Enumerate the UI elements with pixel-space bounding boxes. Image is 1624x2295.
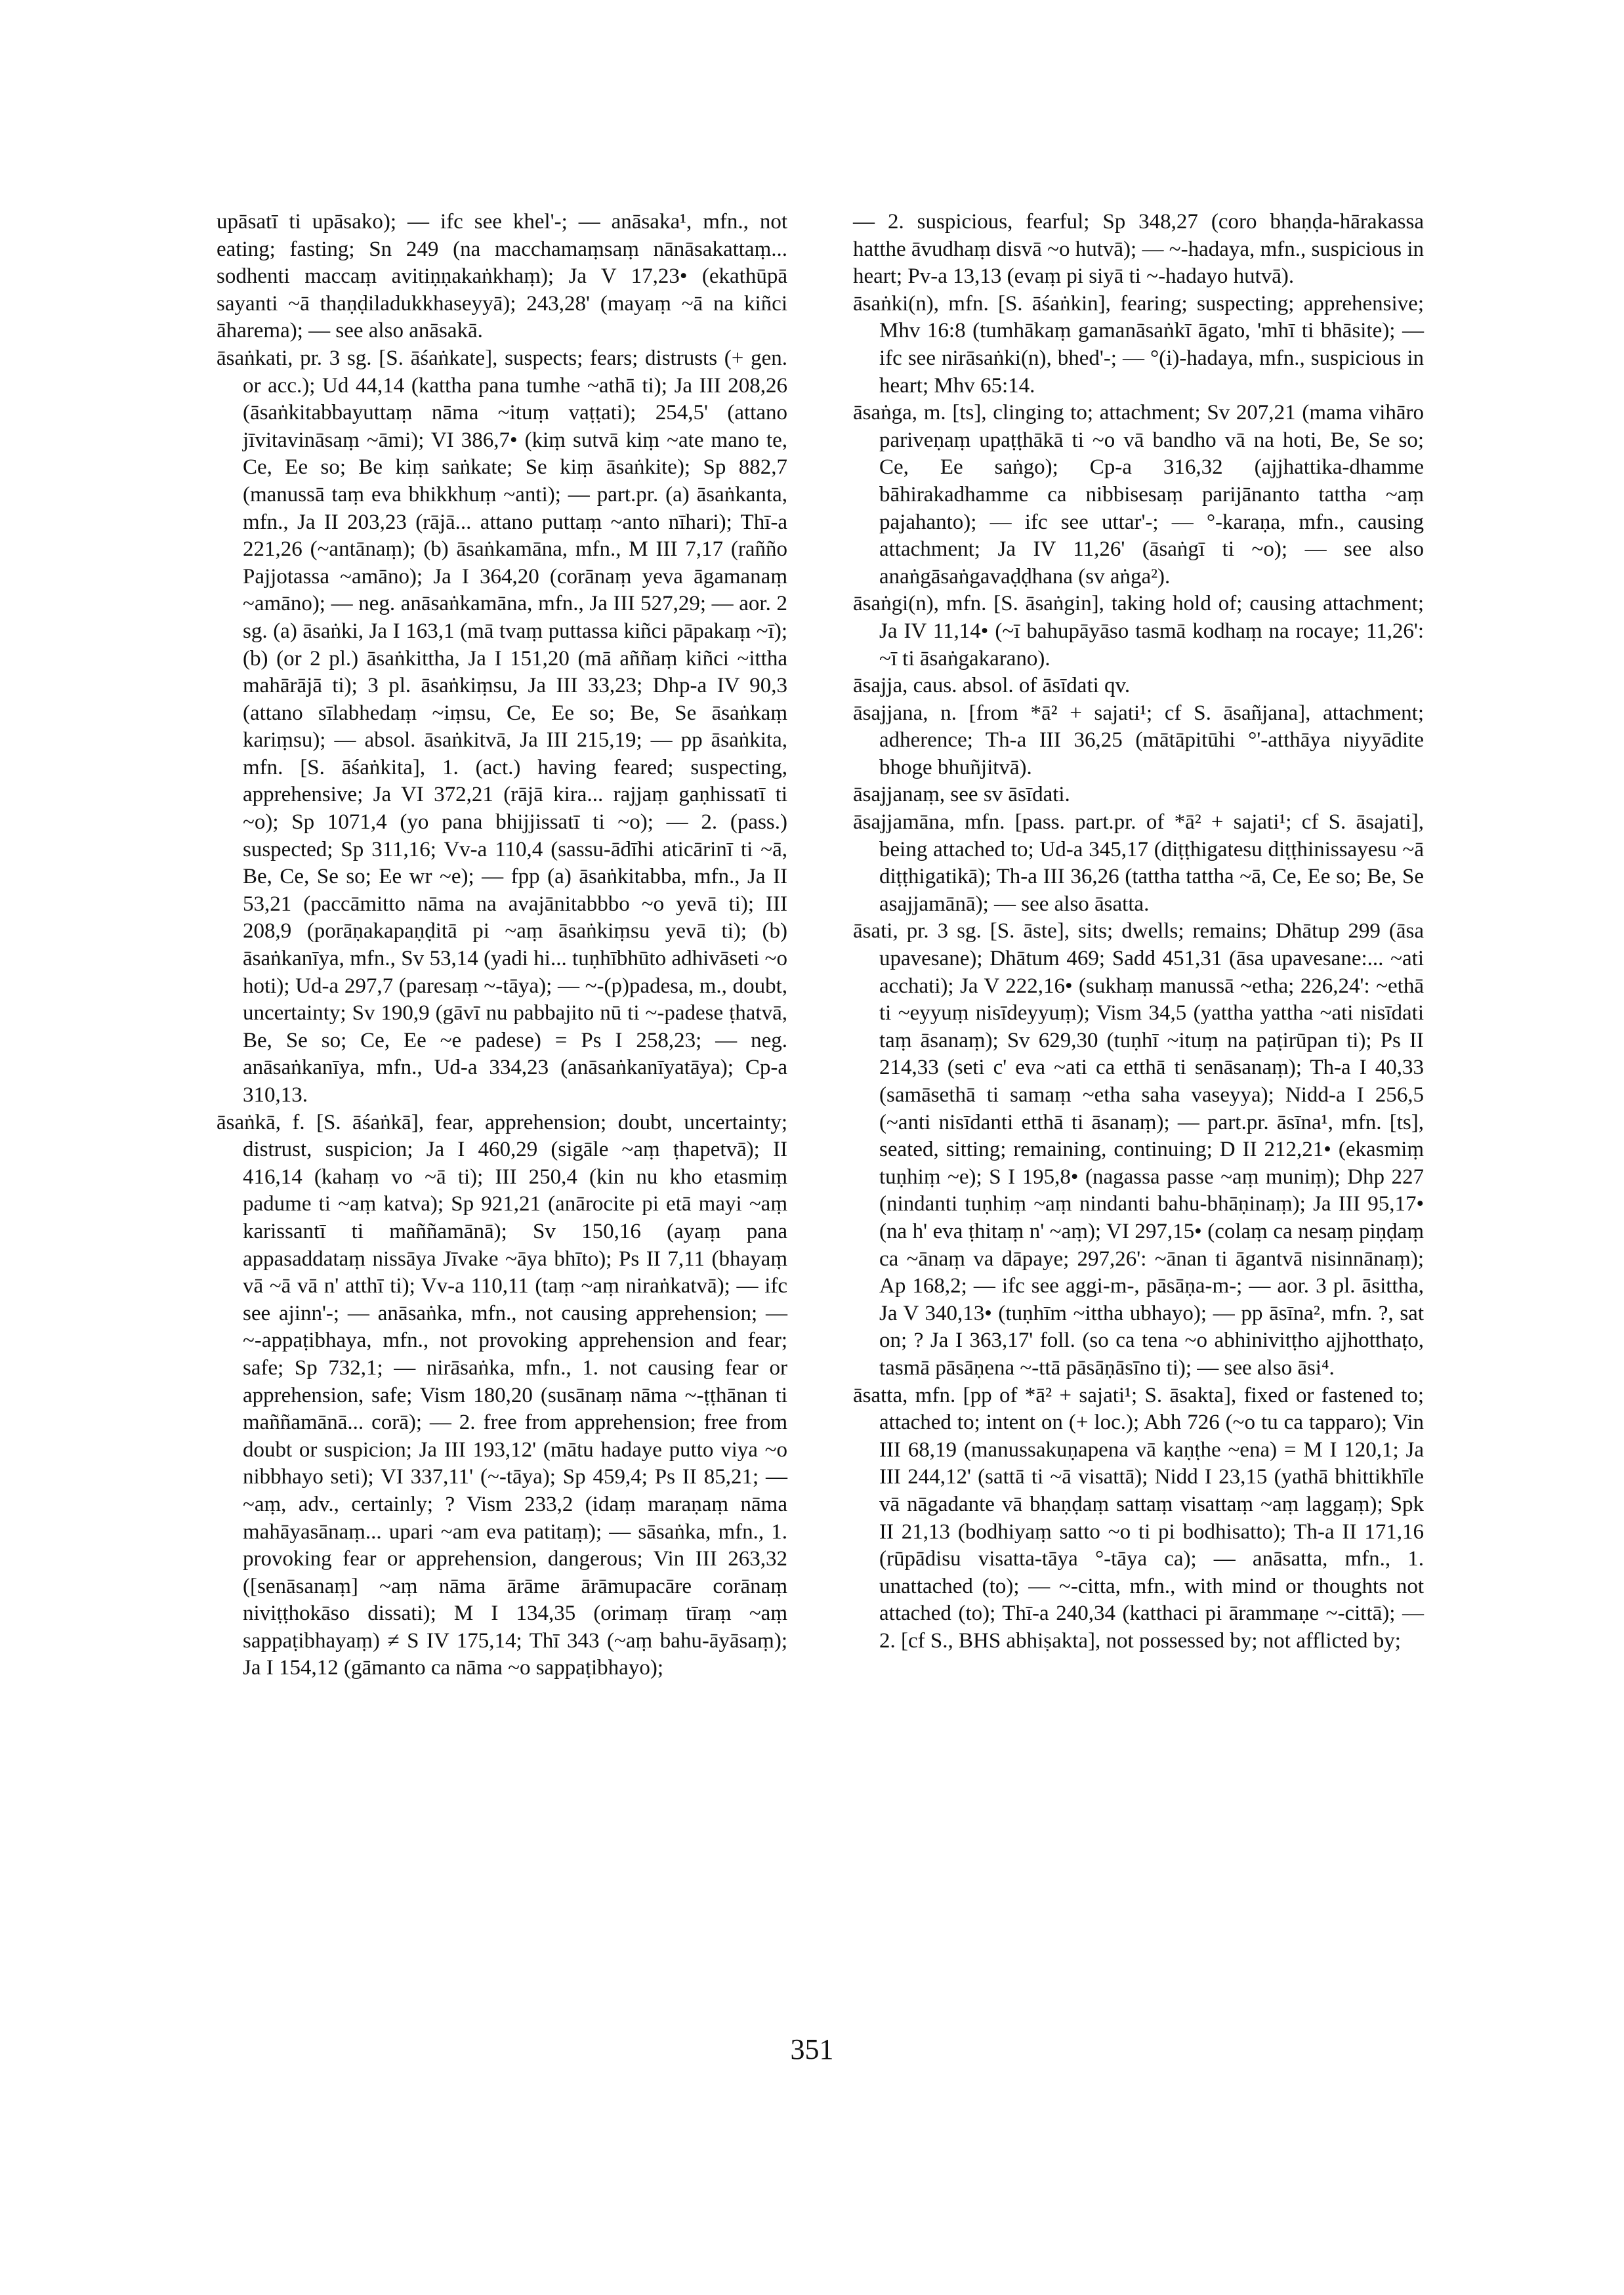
right-continuation: — 2. suspicious, fearful; Sp 348,27 (coro bhaṇḍa-hārakassa hatthe āvudhaṃ disvā ~o hutvā); — ~-hadaya, mfn., suspicious in heart; Pv-a 13,13 (evaṃ pi siyā ti ~-hadayo hutvā). (853, 210, 1424, 289)
entry-asajjana: āsajjana, n. [from *ā² + sajati¹; cf S. āsañjana], attachment; adherence; Th-a III 36,25 (mātāpitūhi °'-atthāya niyyādite bhoge bhuñjitvā). (853, 701, 1424, 779)
left-column (217, 209, 787, 1682)
entry-asajjanam: āsajjanaṃ, see sv āsīdati. (853, 783, 1070, 807)
entry-asati: āsati, pr. 3 sg. [S. āste], sits; dwells; remains; Dhātup 299 (āsa upavesane); Dhātum 469; Sadd 451,31 (āsa upavesane:... ~ati acchati); Ja V 222,16• (sukhaṃ manussā ~etha; 226,24': ~ethā ti ~eyyuṃ nisīdeyyuṃ); Vism 34,5 (yattha yattha ~ati nisīdati taṃ āsanaṃ); Sv 629,30 (tuṇhī ~ituṃ na paṭirūpan ti); Ps II 214,33 (seti c' eva ~ati ca etthā ti senāsanaṃ); Th-a I 40,33 (samāsethā ti samaṃ ~etha saha vaseyya); Nidd-a I 256,5 (~anti nisīdanti etthā ti āsanaṃ); — part.pr. āsīna¹, mfn. [ts], seated, sitting; remaining, continuing; D II 212,21• (ekasmiṃ tuṇhiṃ ~e); S I 195,8• (nagassa passe ~aṃ muniṃ); Dhp 227 (nindanti tuṇhiṃ ~aṃ nindanti bahu-bhāṇinaṃ); Ja III 95,17• (na h' eva ṭhitaṃ n' ~aṃ); VI 297,15• (colaṃ ca nesaṃ piṇḍaṃ ca ~ānaṃ va dāpaye; 297,26': ~ānan ti āgantvā nisinnānaṃ); Ap 168,2; — ifc see aggi-m-, pāsāṇa-m-; — aor. 3 pl. āsittha, Ja V 340,13• (tuṇhīm ~ittha ubhayo); — pp āsīna², mfn. ?, sat on; ? Ja I 363,17' foll. (so ca tena ~o abhinivitṭho ajjhotthaṭo, tasmā pāsāṇena ~-ttā pāsāṇāsīno ti); — see also āsi⁴. (853, 919, 1424, 1380)
right-column (853, 209, 1424, 1655)
left-continuation: upāsatī ti upāsako); — ifc see khel'-; — anāsaka¹, mfn., not eating; fasting; Sn 249 (na macchamaṃsaṃ nānāsakattaṃ... sodhenti maccaṃ avitiṇṇakaṅkhaṃ); Ja V 17,23• (ekathūpā sayanti ~ā thaṇḍiladukkhaseyyā); 243,28' (mayaṃ ~ā na kiñci āharema); — see also anāsakā. (217, 210, 787, 343)
entry-asajjamana: āsajjamāna, mfn. [pass. part.pr. of *ā² + sajati¹; cf S. āsajati], being attached to; Ud-a 345,17 (diṭṭhigatesu diṭṭhinissayesu ~ā diṭṭhigatikā); Th-a III 36,26 (tattha tattha ~ā, Ce, Ee so; Be, Se asajjamānā); — see also āsatta. (853, 810, 1424, 916)
page-number: 351 (790, 2033, 834, 2065)
entry-asajja: āsajja, caus. absol. of āsīdati qv. (853, 674, 1131, 698)
entry-asanka: āsaṅkā, f. [S. āśaṅkā], fear, apprehension; doubt, uncertainty; distrust, suspicion; Ja I 460,29 (sigāle ~aṃ ṭhapetvā); II 416,14 (kahaṃ vo ~ā ti); III 250,4 (kin nu kho etasmiṃ padume ti ~aṃ katva); Sp 921,21 (anārocite pi etā mayi ~aṃ karissantī ti maññamānā); Sv 150,16 (ayaṃ pana appasaddataṃ nissāya Jīvake ~āya bhīto); Ps II 7,11 (bhayaṃ vā ~ā vā n' atthī ti); Vv-a 110,11 (taṃ ~aṃ niraṅkatvā); — ifc see ajinn'-; — anāsaṅka, mfn., not causing apprehension; — ~-appaṭibhaya, mfn., not provoking apprehension and fear; safe; Sp 732,1; — nirāsaṅka, mfn., 1. not causing fear or apprehension, safe; Vism 180,20 (susānaṃ nāma ~-ṭṭhānan ti maññamānā... corā); — 2. free from apprehension; free from doubt or suspicion; Ja III 193,12' (mātu hadaye putto viya ~o nibbhayo seti); VI 337,11' (~-tāya); Sp 459,4; Ps II 85,21; — ~aṃ, adv., certainly; ? Vism 233,2 (idaṃ maraṇaṃ nāma mahāyasānaṃ... upari ~am eva patitaṃ); — sāsaṅka, mfn., 1. provoking fear or apprehension, dangerous; Vin III 263,32 ([senāsanaṃ] ~aṃ nāma ārāme ārāmupacāre corānaṃ niviṭṭhokāso dissati); M I 134,35 (orimaṃ tīraṃ ~aṃ sappaṭibhayaṃ) ≠ S IV 175,14; Thī 343 (~aṃ bahu-āyāsaṃ); Ja I 154,12 (gāmanto ca nāma ~o sappaṭibhayo); (217, 1110, 787, 1680)
entry-asankati: āsaṅkati, pr. 3 sg. [S. āśaṅkate], suspects; fears; distrusts (+ gen. or acc.); Ud 44,14 (kattha pana tumhe ~athā ti); Ja III 208,26 (āsaṅkitabbayuttaṃ nāma ~ituṃ vaṭṭati); 254,5' (attano jīvitavināsaṃ ~āmi); VI 386,7• (kiṃ sutvā kiṃ ~ate mano te, Ce, Ee so; Be kiṃ saṅkate; Se kiṃ āsaṅkite); Sp 882,7 (manussā taṃ eva bhikkhuṃ ~anti); — part.pr. (a) āsaṅkanta, mfn., Ja II 203,23 (rājā... attano puttaṃ ~anto nīhari); Thī-a 221,26 (~antānaṃ); (b) āsaṅkamāna, mfn., M III 7,17 (rañño Pajjotassa ~amāno); Ja I 364,20 (corānaṃ yeva āgamanaṃ ~amāno); — neg. anāsaṅkamāna, mfn., Ja III 527,29; — aor. 2 sg. (a) āsaṅki, Ja I 163,1 (mā tvaṃ puttassa kiñci pāpakaṃ ~ī); (b) (or 2 pl.) āsaṅkittha, Ja I 151,20 (mā aññaṃ kiñci ~ittha mahārājā ti); 3 pl. āsaṅkiṃsu, Ja III 33,23; Dhp-a IV 90,3 (attano sīlabhedaṃ ~iṃsu, Ce, Ee so; Be, Se āsaṅkaṃ kariṃsu); — absol. āsaṅkitvā, Ja III 215,19; — pp āsaṅkita, mfn. [S. āśaṅkita], 1. (act.) having feared; suspecting, apprehensive; Ja VI 372,21 (rājā kira... rajjaṃ gaṇhissatī ti ~o); Sp 1071,4 (yo pana bhijjissatī ti ~o); — 2. (pass.) suspected; Sp 311,16; Vv-a 110,4 (sassu-ādīhi aticārinī ti ~ā, Be, Ce, Se so; Ee wr ~e); — fpp (a) āsaṅkitabba, mfn., Ja II 53,21 (paccāmitto nāma na avajānitabbbo ~o yevā ti); III 208,9 (porāṇakapaṇḍitā pi ~aṃ āsaṅkiṃsu yevā ti); (b) āsaṅkanīya, mfn., Sv 53,14 (yadi hi... tuṇhībhūto adhivāseti ~o hoti); Ud-a 297,7 (paresaṃ ~-tāya); — ~-(p)padesa, m., doubt, uncertainty; Sv 190,9 (gāvī nu pabbajito nū ti ~-padese ṭhatvā, Be, Se so; Ce, Ee ~e padese) = Ps I 258,23; — neg. anāsaṅkanīya, mfn., Ud-a 334,23 (anāsaṅkanīyatāya); Cp-a 310,13. (217, 346, 787, 1107)
entry-asankin: āsaṅki(n), mfn. [S. āśaṅkin], fearing; suspecting; apprehensive; Mhv 16:8 (tumhākaṃ gamanāsaṅkī āgato, 'mhī ti bhāsite); — ifc see nirāsaṅki(n), bhed'-; — °(i)-hadaya, mfn., suspicious in heart; Mhv 65:14. (853, 291, 1424, 398)
entry-asangin: āsaṅgi(n), mfn. [S. āsaṅgin], taking hold of; causing attachment; Ja IV 11,14• (~ī bahupāyāso tasmā kodhaṃ na rocaye; 11,26': ~ī ti āsaṅgakarano). (853, 592, 1424, 671)
entry-asatta: āsatta, mfn. [pp of *ā² + sajati¹; S. āsakta], fixed or fastened to; attached to; intent on (+ loc.); Abh 726 (~o tu ca tapparo); Vin III 68,19 (manussakuṇapena vā kaṇṭhe ~ena) = M I 120,1; Ja III 244,12' (sattā ti ~ā visattā); Nidd I 23,15 (yathā bhittikhīle vā nāgadante vā bhaṇḍaṃ sattaṃ visattaṃ ~aṃ laggaṃ); Spk II 21,13 (bodhiyaṃ satto ~o ti pi bodhisatto); Th-a II 171,16 (rūpādisu visatta-tāya °-tāya ca); — anāsatta, mfn., 1. unattached (to); — ~-citta, mfn., with mind or thoughts not attached (to); Thī-a 240,34 (katthaci pi ārammaṇe ~-cittā); — 2. [cf S., BHS abhiṣakta], not possessed by; not afflicted by; (853, 1383, 1424, 1653)
entry-asanga: āsaṅga, m. [ts], clinging to; attachment; Sv 207,21 (mama vihāro pariveṇaṃ upaṭṭhākā ti ~o vā bandho vā na hoti, Be, Se so; Ce, Ee saṅgo); Cp-a 316,32 (ajjhattika-dhamme bāhirakadhamme ca nibbisesaṃ parijānanto tattha ~aṃ pajahanto); — ifc see uttar'-; — °-karaṇa, mfn., causing attachment; Ja IV 11,26' (āsaṅgī ti ~o); — see also anaṅgāsaṅgavaḍḍhana (sv aṅga²). (853, 401, 1424, 589)
